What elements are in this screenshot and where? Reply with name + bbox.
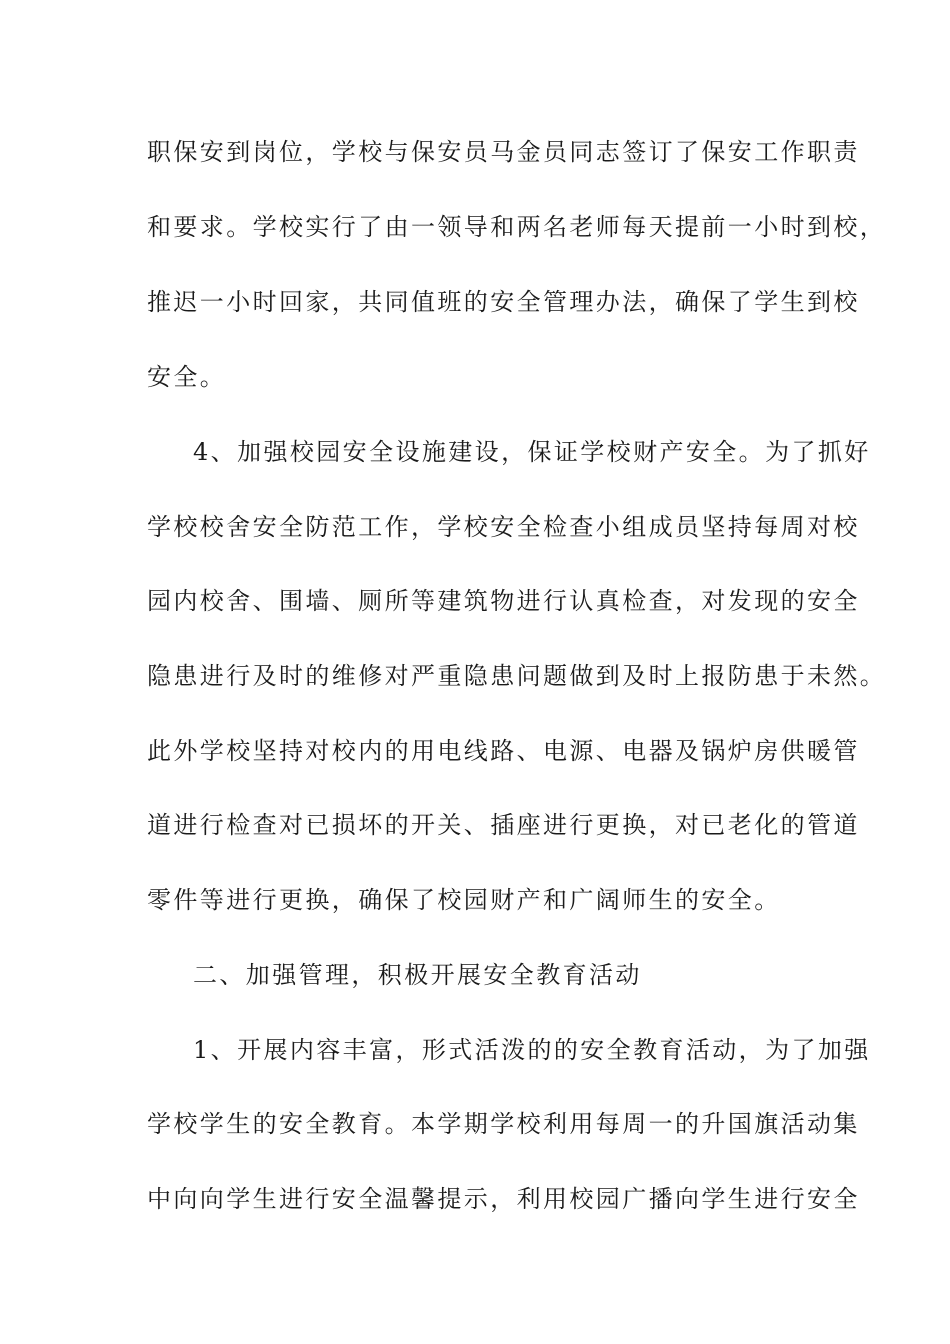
paragraph-line: 此外学校坚持对校内的用电线路、电源、电器及锅炉房供暖管 (147, 737, 860, 765)
paragraph-line: 隐患进行及时的维修对严重隐患问题做到及时上报防患于未然。 (147, 662, 887, 690)
paragraph-line: 中向向学生进行安全温馨提示，利用校园广播向学生进行安全 (147, 1185, 860, 1213)
section-heading: 二、加强管理，积极开展安全教育活动 (193, 961, 642, 989)
paragraph-line: 安全。 (147, 363, 227, 391)
paragraph-line: 职保安到岗位，学校与保安员马金员同志签订了保安工作职责 (147, 138, 860, 166)
paragraph-line: 园内校舍、围墙、厕所等建筑物进行认真检查，对发现的安全 (147, 587, 860, 615)
paragraph-line: 道进行检查对已损坏的开关、插座进行更换，对已老化的管道 (147, 811, 860, 839)
paragraph-line: 4、加强校园安全设施建设，保证学校财产安全。为了抓好 (193, 438, 871, 466)
paragraph-line: 零件等进行更换，确保了校园财产和广阔师生的安全。 (147, 886, 781, 914)
paragraph-line: 学校学生的安全教育。本学期学校利用每周一的升国旗活动集 (147, 1110, 860, 1138)
paragraph-line: 学校校舍安全防范工作，学校安全检查小组成员坚持每周对校 (147, 513, 860, 541)
paragraph-line: 推迟一小时回家，共同值班的安全管理办法，确保了学生到校 (147, 288, 860, 316)
paragraph-line: 1、开展内容丰富，形式活泼的的安全教育活动，为了加强 (193, 1036, 871, 1064)
paragraph-line: 和要求。学校实行了由一领导和两名老师每天提前一小时到校， (147, 213, 887, 241)
